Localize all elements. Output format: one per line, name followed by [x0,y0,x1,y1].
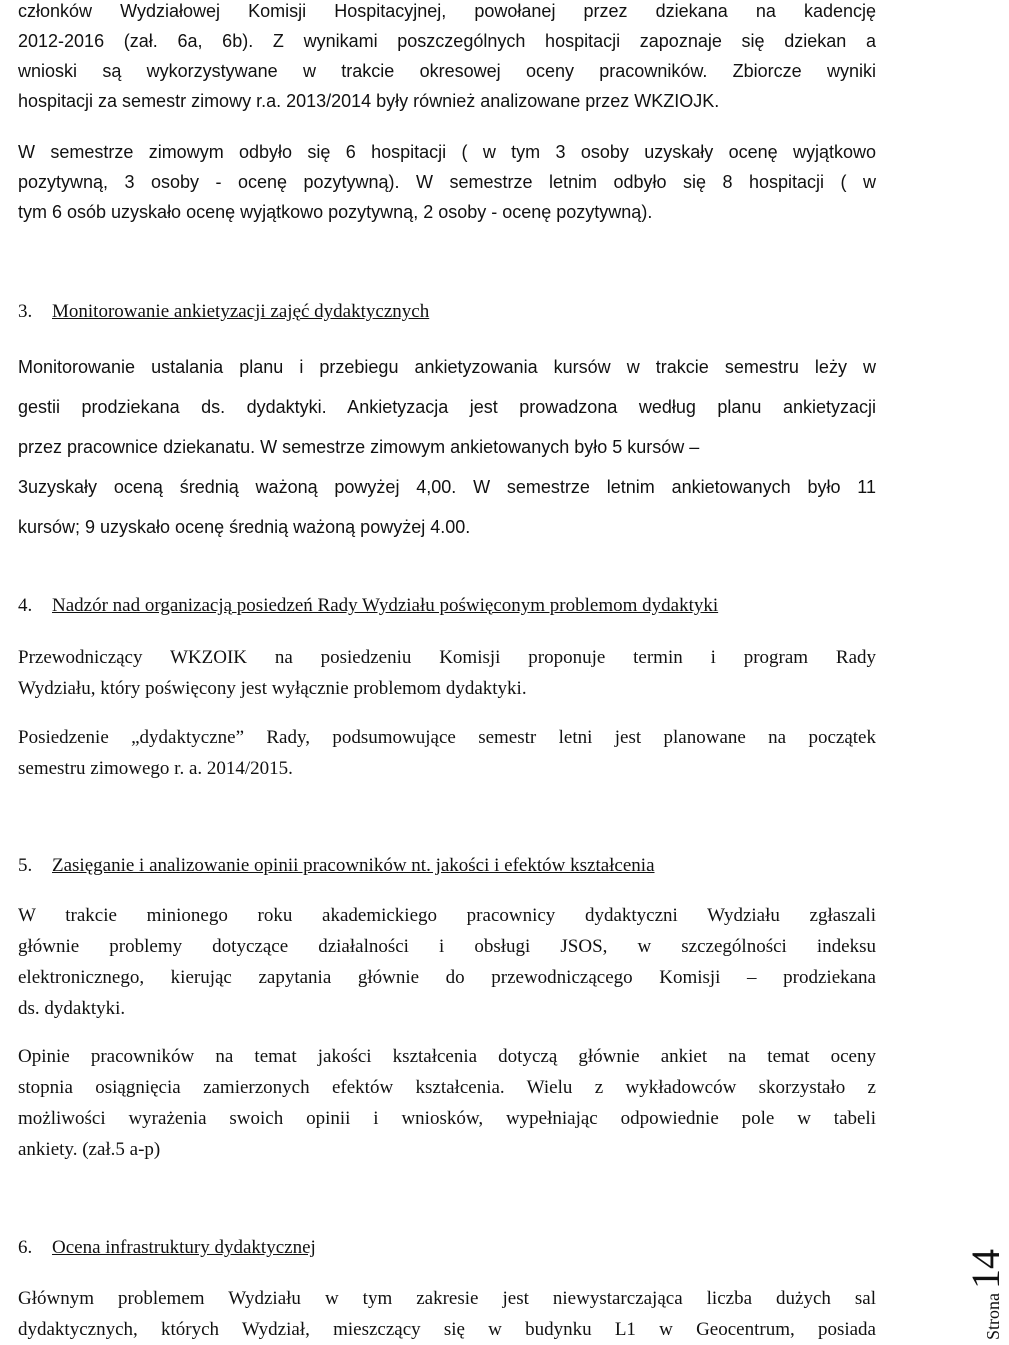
text-line: W semestrze zimowym odbyło się 6 hospitacji ( w tym 3 osoby uzyskały ocenę wyjątkowo [18,142,876,162]
section-title: Nadzór nad organizacją posiedzeń Rady Wydziału poświęconym problemom dydaktyki [52,595,719,616]
text-line: stopnia osiągnięcia zamierzonych efektów kształcenia. Wielu z wykładowców skorzystało z [18,1077,876,1098]
section-5-paragraph-1 [18,900,876,1024]
section-title: Monitorowanie ankietyzacji zajęć dydaktycznych [52,301,430,322]
text-line: Głównym problemem Wydziału w tym zakresie jest niewystarczająca liczba dużych sal [18,1288,876,1309]
section-5-heading [18,852,876,880]
text-line: Przewodniczący WKZOIK na posiedzeniu Komisji proponuje termin i program Rady [18,647,876,668]
page-label: Strona [983,1293,1003,1340]
text-line: gestii prodziekana ds. dydaktyki. Ankietyzacja jest prowadzona według planu ankietyzacji [18,397,876,417]
section-6-paragraph-1 [18,1283,876,1345]
section-3-heading [18,298,876,326]
text-line: 3uzyskały oceną średnią ważoną powyżej 4,00. W semestrze letnim ankietowanych było 11 [18,477,876,497]
paragraph-hospitacje-intro [18,0,876,116]
text-line: ds. dydaktyki. [18,998,126,1019]
section-5-paragraph-2 [18,1041,876,1165]
text-line: dydaktycznych, których Wydział, mieszczący się w budynku L1 w Geocentrum, posiada [18,1319,876,1340]
text-line: Wydziału, który poświęcony jest wyłącznie problemom dydaktyki. [18,678,527,699]
section-4-paragraph-2 [18,722,876,784]
section-number: 5. [18,855,33,876]
paragraph-hospitacje-results [18,137,876,227]
text-line: wnioski są wykorzystywane w trakcie okresowej oceny pracowników. Zbiorcze wyniki [18,61,876,81]
text-line: Monitorowanie ustalania planu i przebiegu ankietyzowania kursów w trakcie semestru leży w [18,357,876,377]
section-number: 6. [18,1237,33,1258]
section-4-heading [18,592,876,620]
text-line: możliwości wyrażenia swoich opinii i wniosków, wypełniając odpowiednie pole w tabeli [18,1108,876,1129]
text-line: Posiedzenie „dydaktyczne” Rady, podsumowujące semestr letni jest planowane na początek [18,727,876,748]
text-line: W trakcie minionego roku akademickiego pracownicy dydaktyczni Wydziału zgłaszali [18,905,876,926]
section-number: 3. [18,301,33,322]
text-line: głównie problemy dotyczące działalności i obsługi JSOS, w szczególności indeksu [18,936,876,957]
section-title: Zasięganie i analizowanie opinii pracowników nt. jakości i efektów kształcenia [52,855,655,876]
text-line: elektronicznego, kierując zapytania głównie do przewodniczącego Komisji – prodziekana [18,967,876,988]
text-line: przez pracownice dziekanatu. W semestrze zimowym ankietowanych było 5 kursów – [18,437,700,457]
text-line: Opinie pracowników na temat jakości kształcenia dotyczą głównie ankiet na temat oceny [18,1046,876,1067]
text-line: pozytywną, 3 osoby - ocenę pozytywną). W semestrze letnim odbyło się 8 hospitacji ( w [18,172,876,192]
text-line: hospitacji za semestr zimowy r.a. 2013/2014 były również analizowane przez WKZIOJK. [18,91,720,111]
text-line: semestru zimowego r. a. 2014/2015. [18,758,293,779]
page-number: 14 [963,1249,1008,1289]
text-line: członków Wydziałowej Komisji Hospitacyjnej, powołanej przez dziekana na kadencję [18,1,876,21]
text-line: kursów; 9 uzyskało ocenę średnią ważoną powyżej 4.00. [18,517,471,537]
section-title: Ocena infrastruktury dydaktycznej [52,1237,316,1258]
text-line: 2012-2016 (zał. 6a, 6b). Z wynikami poszczególnych hospitacji zapoznaje się dziekan a [18,31,876,51]
section-4-paragraph-1 [18,642,876,704]
text-line: tym 6 osób uzyskało ocenę wyjątkowo pozytywną, 2 osoby - ocenę pozytywną). [18,202,653,222]
page-number-label [962,1249,1009,1340]
section-3-body [18,347,876,547]
section-number: 4. [18,595,33,616]
section-6-heading [18,1234,876,1262]
page-footer [928,1200,1008,1344]
text-line: ankiety. (zał.5 a-p) [18,1139,161,1160]
